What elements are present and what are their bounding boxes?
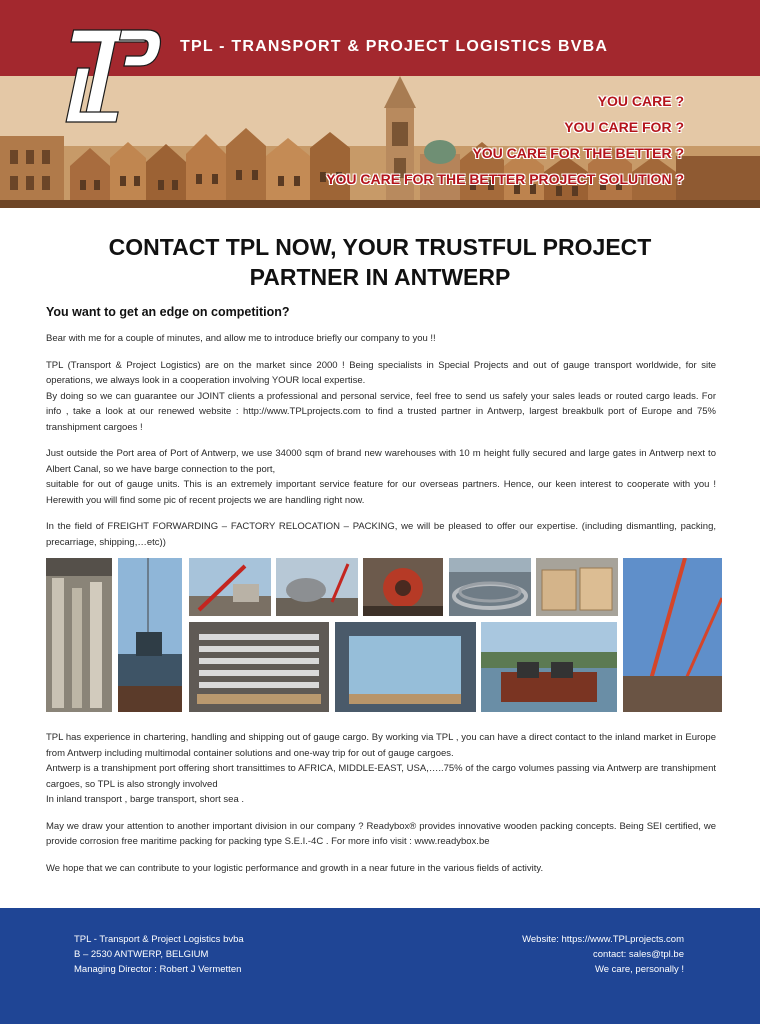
footer-director: Managing Director : Robert J Vermetten xyxy=(74,964,242,975)
footer-company: TPL - Transport & Project Logistics bvba xyxy=(74,934,244,945)
headline-line-2: PARTNER IN ANTWERP xyxy=(249,264,511,290)
project-photo-port-cranes xyxy=(623,558,722,712)
header-banner xyxy=(0,0,760,208)
warehouse-paragraph-line-b: suitable for out of gauge units. This is an extremely important service feature for our overseas partners. Hence, our keen interest to cooperate with you ! Herewith you will find some pic of recent projects we are handling right now. xyxy=(46,479,716,506)
footer xyxy=(0,908,760,1024)
intro-paragraph: Bear with me for a couple of minutes, and allow me to introduce briefly our company to you !! xyxy=(46,333,436,344)
page-headline xyxy=(40,232,720,292)
project-photo-barge xyxy=(481,622,617,712)
warehouse-paragraph xyxy=(46,446,716,508)
tagline-4: YOU CARE FOR THE BETTER PROJECT SOLUTION ? xyxy=(326,171,684,187)
company-name: TPL - TRANSPORT & PROJECT LOGISTICS BVBA xyxy=(180,38,609,55)
company-paragraph-line-a: TPL (Transport & Project Logistics) are on the market since 2000 ! Being specialists in Special Projects and out of gauge transport worldwide, for site operations, we always look in a cooperation involving YOUR local expertise. xyxy=(46,359,716,386)
project-photo-crane-lift xyxy=(118,558,182,712)
footer-address: B – 2530 ANTWERP, BELGIUM xyxy=(74,949,209,960)
footer-website-link[interactable]: Website: https://www.TPLprojects.com xyxy=(522,934,684,945)
project-photo-tank-transport xyxy=(276,558,358,616)
experience-paragraph-line-a: TPL has experience in chartering, handling and shipping out of gauge cargo. By working via TPL , you can have a direct contact to the inland market in Europe from Antwerp including multimodal container solutions and one-way trip for out of gauge cargoes. xyxy=(46,732,716,759)
footer-email-link[interactable]: contact: sales@tpl.be xyxy=(593,949,684,960)
services-paragraph: In the field of FREIGHT FORWARDING – FACTORY RELOCATION – PACKING, we will be pleased to offer our expertise. (including dismantling, packing, precarriage, shipping,…etc)) xyxy=(46,521,716,548)
tagline-1: YOU CARE ? xyxy=(597,93,684,109)
closing-paragraph: We hope that we can contribute to your logistic performance and growth in a near future in the various fields of activity. xyxy=(46,862,544,874)
footer-address-block xyxy=(74,932,244,977)
project-photo-packed-tubes xyxy=(189,622,329,712)
experience-paragraph xyxy=(46,730,716,808)
project-photo-steel-rings xyxy=(449,558,531,616)
project-photo-wooden-crates xyxy=(536,558,618,616)
project-photo-wrapped-cargo xyxy=(335,622,476,712)
footer-slogan: We care, personally ! xyxy=(594,964,684,975)
company-paragraph xyxy=(46,358,716,436)
experience-paragraph-line-c: In inland transport , barge transport, short sea . xyxy=(46,794,245,805)
project-photo-red-machinery xyxy=(363,558,443,616)
experience-section xyxy=(46,730,716,887)
project-photo-red-crane xyxy=(189,558,271,616)
headline-line-1: CONTACT TPL NOW, YOUR TRUSTFUL PROJECT xyxy=(108,234,652,260)
warehouse-paragraph-line-a: Just outside the Port area of Port of Antwerp, we use 34000 sqm of brand new warehouses with 10 m height fully secured and large gates in Antwerp next to Albert Canal, so we have barge connection to the port, xyxy=(46,448,716,475)
tagline-2: YOU CARE FOR ? xyxy=(564,119,684,135)
tagline-3: YOU CARE FOR THE BETTER ? xyxy=(472,145,684,161)
experience-paragraph-line-b: Antwerp is a transhipment port offering short transittimes to AFRICA, MIDDLE-EAST, USA,…..75% of the cargo volumes passing via Antwerp are transhipment cargoes, so TPL is also strongly involved xyxy=(46,763,716,790)
readybox-paragraph: May we draw your attention to another important division in our company ? Readybox® provides innovative wooden packing concepts. Being SEI certified, we provide corrosion free maritime packing for packing type S.E.I.-4C . For more info visit : www.readybox.be xyxy=(46,820,716,847)
section-subheading: You want to get an edge on competition? xyxy=(46,305,290,319)
intro-section xyxy=(46,305,716,561)
project-photo-warehouse-beams xyxy=(46,558,112,712)
footer-contact-block xyxy=(522,932,684,977)
project-photo-grid xyxy=(46,558,722,712)
company-paragraph-line-b: By doing so we can guarantee our JOINT clients a professional and personal service, feel free to send us safely your sales leads or routed cargo leads. For info , take a look at our renewed website : http://www.TPLprojects.com to find a trusted partner in Antwerp, largest breakbulk port of Europe and 75% transhipment cargoes ! xyxy=(46,390,716,433)
tpl-logo xyxy=(52,28,164,129)
